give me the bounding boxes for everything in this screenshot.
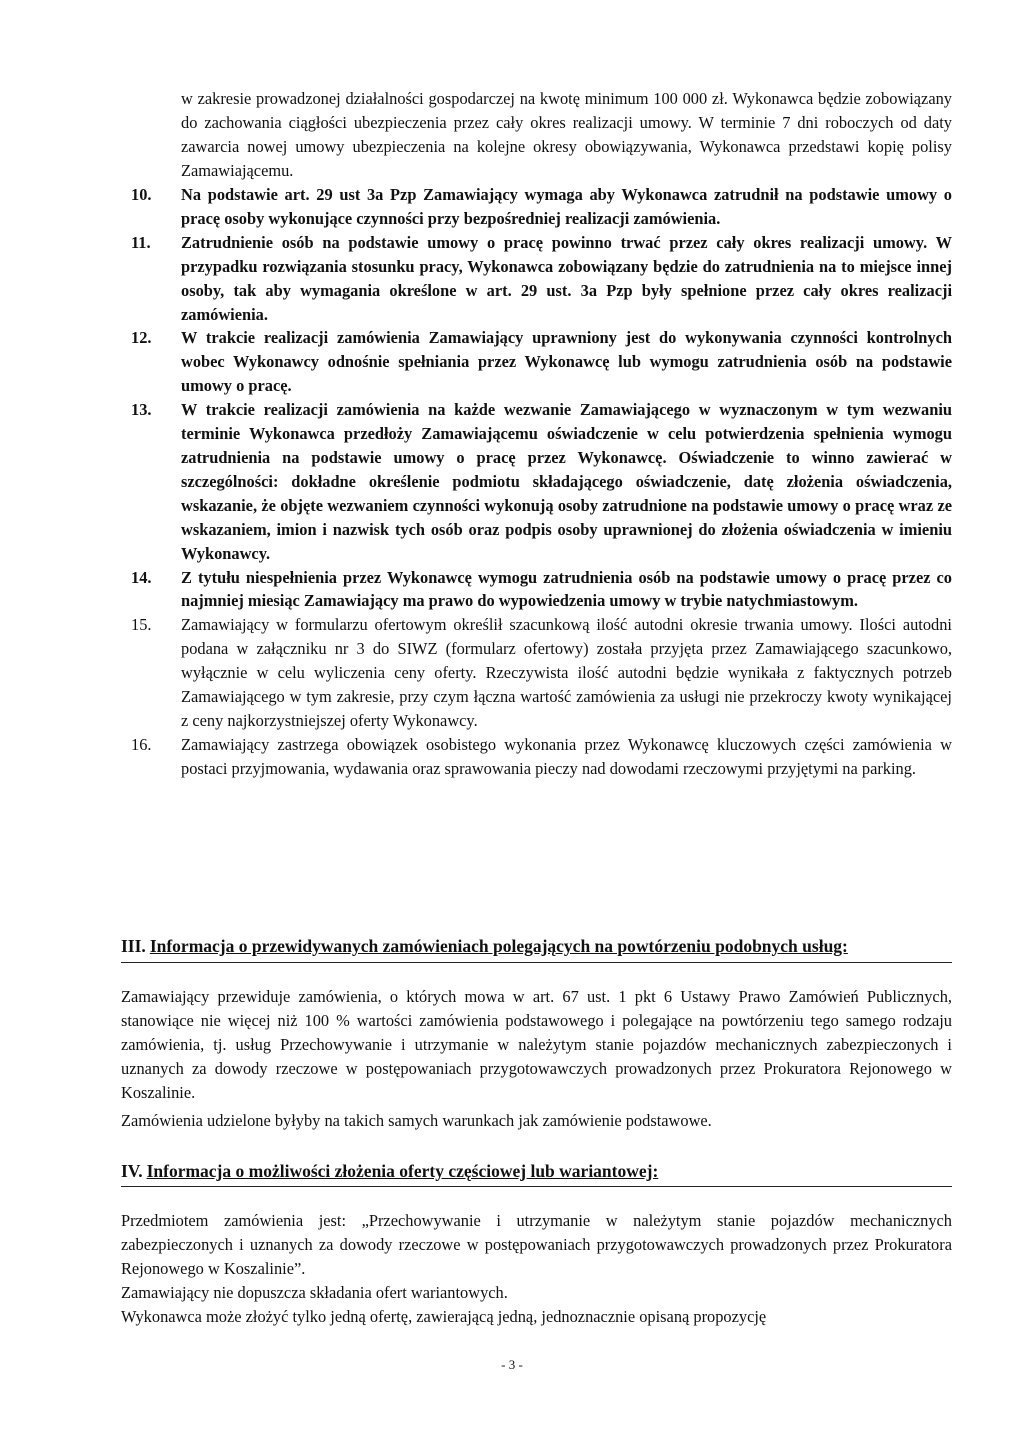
section-iii-paragraph: Zamawiający przewiduje zamówienia, o których mowa w art. 67 ust. 1 pkt 6 Ustawy Prawo Zamówień Publicznych, stanowiące nie więcej niż 100 % wartości zamówienia podstawowego i polegające na powtórzeniu tego samego rodzaju zamówienia, tj. usług Przechowywanie i utrzymanie w należytym stanie pojazdów mechanicznych zabezpieczonych i uznanych za dowody rzeczowe w postępowaniach przygotowawczych prowadzonych przez Prokuratora Rejonowego w Koszalinie.: [121, 987, 952, 1102]
section-number: III.: [121, 936, 146, 956]
section-iv-line: Zamawiający nie dopuszcza składania ofert wariantowych.: [121, 1283, 508, 1302]
section-heading-iv: [121, 1159, 952, 1183]
item-number: 11.: [131, 232, 151, 252]
list-item: [131, 613, 952, 733]
section-iv-paragraph: Przedmiotem zamówienia jest: „Przechowywanie i utrzymanie w należytym stanie pojazdów mechanicznych zabezpieczonych i uznanych za dowody rzeczowe w postępowaniach przygotowawczych prowadzonych przez Prokuratora Rejonowego w Koszalinie”.: [121, 1211, 952, 1278]
section-heading-iii: [121, 934, 952, 958]
item-number: 12.: [131, 328, 152, 348]
item-number: 13.: [131, 400, 152, 420]
section-iii-paragraph-2: Zamówienia udzielone byłyby na takich samych warunkach jak zamówienie podstawowe.: [121, 1111, 712, 1130]
item-text: Zatrudnienie osób na podstawie umowy o pracę powinno trwać przez cały okres realizacji umowy. W przypadku rozwiązania stosunku pracy, Wykonawca zobowiązany będzie do zatrudnienia na to miejsce innej osoby, tak aby wymagania określone w art. 29 ust. 3a Pzp były spełnione przez cały okres realizacji zamówienia.: [181, 232, 952, 324]
section-iv-line: Wykonawca może złożyć tylko jedną ofertę, zawierającą jedną, jednoznacznie opisaną propozycję: [121, 1307, 767, 1326]
page-number: - 3 -: [501, 1357, 523, 1372]
numbered-list: [131, 183, 952, 781]
list-item: [131, 566, 952, 614]
item-text: Zamawiający zastrzega obowiązek osobistego wykonania przez Wykonawcę kluczowych części zamówienia w postaci przyjmowania, wydawania oraz sprawowania pieczy nad dowodami rzeczowymi przyjętymi na parking.: [181, 734, 952, 778]
section-title: Informacja o przewidywanych zamówieniach polegających na powtórzeniu podobnych usług:: [149, 936, 848, 956]
item-text: Zamawiający w formularzu ofertowym określił szacunkową ilość autodni okresie trwania umowy. Ilości autodni podana w załączniku nr 3 do SIWZ (formularz ofertowy) została przyjęta przez Zamawiającego szacunkowo, wyłącznie w celu wyliczenia ceny oferty. Rzeczywista ilość autodni będzie wynikała z faktycznych potrzeb Zamawiającego w tym zakresie, przy czym łączna wartość zamówienia za usługi nie przekroczy kwoty wynikającej z ceny najkorzystniejszej oferty Wykonawcy.: [181, 615, 952, 730]
list-item: [131, 183, 952, 231]
section-divider: [121, 1186, 952, 1187]
list-item: [131, 326, 952, 398]
item-text: W trakcie realizacji zamówienia na każde wezwanie Zamawiającego w wyznaczonym w tym wezwaniu terminie Wykonawca przedłoży Zamawiającemu oświadczenie w celu potwierdzenia spełnienia wymogu zatrudnienia na podstawie umowy o pracę przez Wykonawcę. Oświadczenie to winno zawierać w szczególności: dokładne określenie podmiotu składającego oświadczenie, datę złożenia oświadczenia, wskazanie, że objęte wezwaniem czynności wykonują osoby zatrudnione na podstawie umowy o pracę wraz ze wskazaniem, imion i nazwisk tych osób oraz podpis osoby uprawnionej do złożenia oświadczenia w imieniu Wykonawcy.: [181, 400, 952, 563]
list-item: [131, 398, 952, 565]
section-divider: [121, 962, 952, 963]
list-item: [131, 231, 952, 327]
item-number: 10.: [131, 185, 152, 204]
item-text: Na podstawie art. 29 ust 3a Pzp Zamawiający wymaga aby Wykonawca zatrudnił na podstawie umowy o pracę osoby wykonujące czynności przy bezpośredniej realizacji zamówienia.: [181, 185, 952, 228]
intro-paragraph: w zakresie prowadzonej działalności gospodarczej na kwotę minimum 100 000 zł. Wykonawca będzie zobowiązany do zachowania ciągłości ubezpieczenia przez cały okres realizacji umowy. W terminie 7 dni roboczych od daty zawarcia nowej umowy ubezpieczenia na kolejne okresy obowiązywania, Wykonawca przedstawi kopię polisy Zamawiającemu.: [181, 89, 952, 180]
section-number: IV.: [121, 1161, 143, 1181]
section-title: Informacja o możliwości złożenia oferty częściowej lub wariantowej:: [146, 1161, 659, 1181]
item-number: 15.: [131, 615, 152, 635]
item-number: 14.: [131, 567, 152, 587]
list-item: [131, 733, 952, 781]
item-text: Z tytułu niespełnienia przez Wykonawcę wymogu zatrudnienia osób na podstawie umowy o pracę przez co najmniej miesiąc Zamawiający ma prawo do wypowiedzenia umowy w trybie natychmiastowym.: [181, 567, 952, 611]
item-number: 16.: [131, 734, 152, 754]
item-text: W trakcie realizacji zamówienia Zamawiający uprawniony jest do wykonywania czynności kontrolnych wobec Wykonawcy odnośnie spełniania przez Wykonawcę lub wymogu zatrudnienia osób na podstawie umowy o pracę.: [181, 328, 952, 396]
